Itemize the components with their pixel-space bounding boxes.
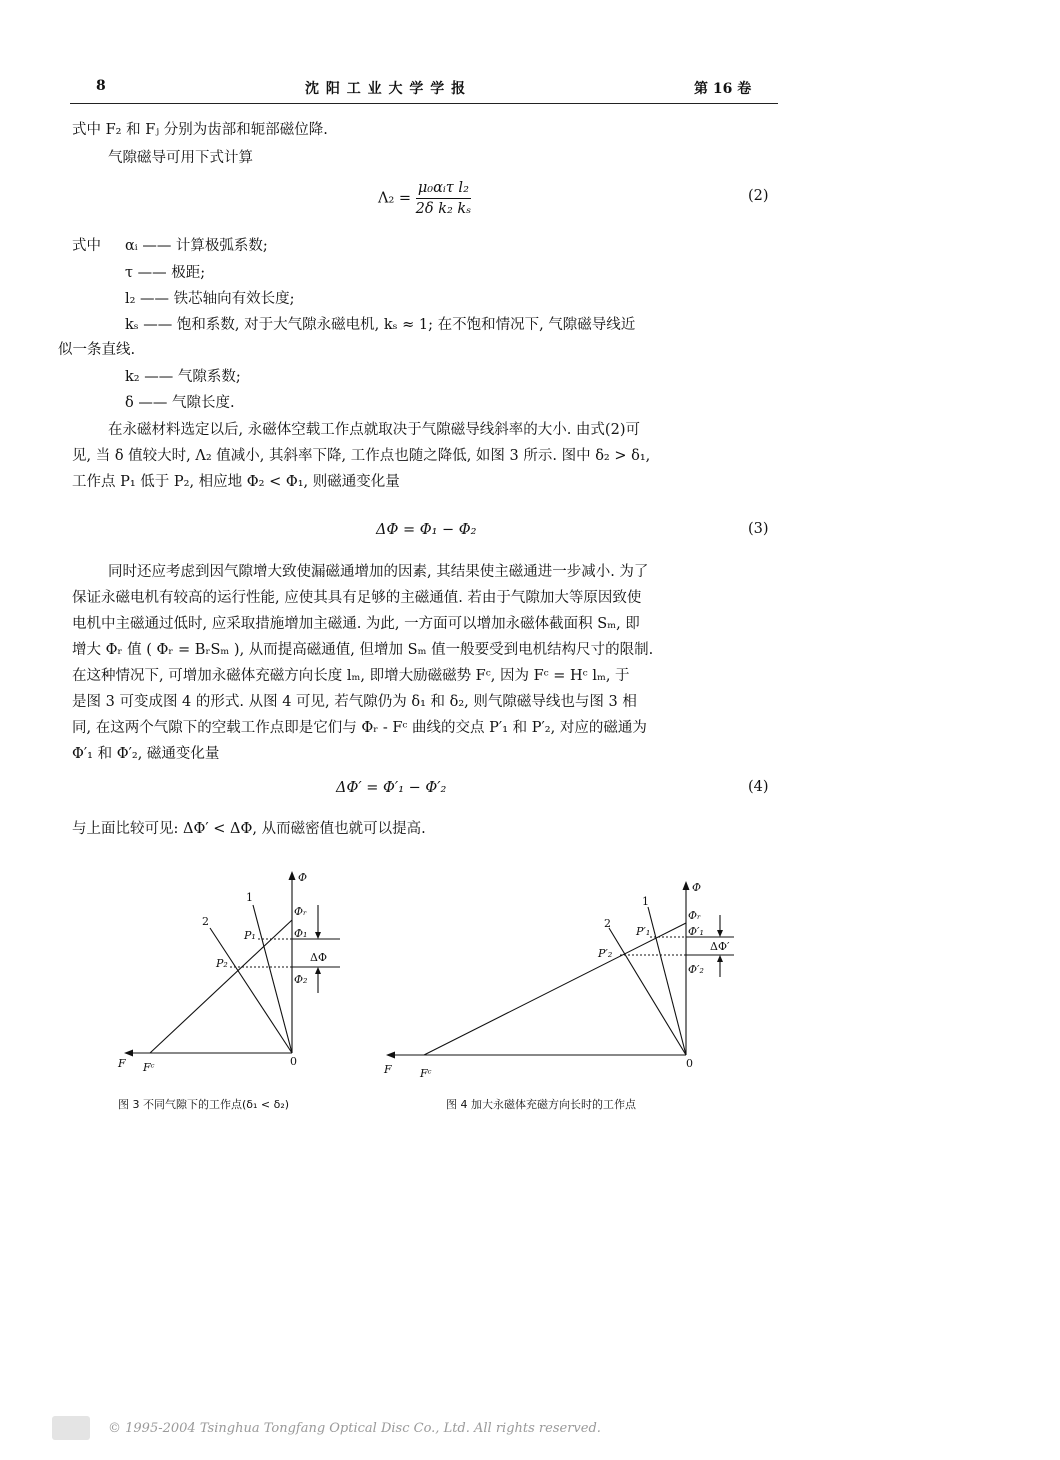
definition-delta: δ —— 气隙长度.: [125, 395, 235, 411]
delta-arrowhead-bottom: [717, 955, 723, 962]
equation-number: (3): [748, 521, 769, 537]
paragraph-line: Φ′₁ 和 Φ′₂, 磁通变化量: [72, 746, 220, 762]
equation-3: ΔΦ = Φ₁ − Φ₂: [376, 522, 477, 538]
equation-number: (2): [748, 188, 769, 204]
fc-label: Fᶜ: [143, 1061, 155, 1074]
eq2-denominator: 2δ k₂ kₛ: [415, 201, 472, 217]
paragraph-line: 同时还应考虑到因气隙增大致使漏磁通增加的因素, 其结果使主磁通进一步减小. 为了: [108, 564, 649, 580]
definition-kdelta: k₂ —— 气隙系数;: [125, 369, 241, 385]
definition-ks-cont: 似一条直线.: [58, 342, 136, 358]
f-axis-label: F: [384, 1063, 392, 1076]
paragraph-line: 工作点 P₁ 低于 P₂, 相应地 Φ₂ < Φ₁, 则磁通变化量: [72, 474, 400, 490]
publisher-logo: [52, 1416, 90, 1440]
paragraph-line: 电机中主磁通过低时, 应采取措施增加主磁通. 为此, 一方面可以增加永磁体截面积 Sₘ, 即: [72, 616, 640, 632]
delta-arrowhead-bottom: [315, 967, 321, 974]
eq2-fraction: [416, 178, 471, 219]
demagnetization-line: [424, 923, 686, 1055]
origin-label: 0: [686, 1057, 693, 1070]
delta-arrowhead-top: [315, 932, 321, 939]
figure-3-caption: 图 3 不同气隙下的工作点(δ₁ < δ₂): [118, 1098, 290, 1111]
phi-r-label: Φᵣ: [294, 905, 307, 918]
line-2-label: 2: [604, 917, 611, 930]
phi-axis-arrow: [683, 881, 690, 890]
copyright-footer: © 1995-2004 Tsinghua Tongfang Optical Disc Co., Ltd. All rights reserved.: [108, 1421, 601, 1436]
p2-label: P₂: [216, 957, 228, 970]
paragraph-line: 增大 Φᵣ 值 ( Φᵣ = BᵣSₘ ), 从而提高磁通值, 但增加 Sₘ 值一般要受到电机结构尺寸的限制.: [72, 642, 654, 658]
fc-label: Fᶜ: [420, 1067, 432, 1080]
paragraph-line: 在这种情况下, 可增加永磁体充磁方向长度 lₘ, 即增大励磁磁势 Fᶜ, 因为 Fᶜ = Hᶜ lₘ, 于: [72, 668, 630, 684]
phi-axis-label: Φ: [692, 881, 702, 894]
air-gap-line-2: [210, 928, 292, 1053]
journal-title: 沈 阳 工 业 大 学 学 报: [305, 81, 467, 97]
delta-arrowhead-top: [717, 930, 723, 937]
f-axis-arrow: [386, 1052, 395, 1059]
equation-4: ΔΦ′ = Φ′₁ − Φ′₂: [336, 780, 447, 796]
delta-phi-label: ΔΦ: [310, 951, 327, 964]
eq2-numerator: μ₀αᵢτ l₂: [416, 178, 471, 199]
phi1-label: Φ₁: [294, 927, 308, 940]
demagnetization-line: [150, 920, 292, 1053]
text-line: 式中 F₂ 和 Fⱼ 分别为齿部和轭部磁位降.: [72, 122, 328, 138]
delta-phi-label: ΔΦ′: [710, 940, 730, 953]
f-axis-label: F: [118, 1057, 126, 1070]
paragraph-line: 在永磁材料选定以后, 永磁体空载工作点就取决于气隙磁导线斜率的大小. 由式(2)可: [108, 422, 640, 438]
definition-tau: τ —— 极距;: [125, 265, 206, 281]
phi2-label: Φ′₂: [688, 963, 704, 976]
air-gap-line-1: [253, 905, 292, 1053]
volume-label: 第 16 卷: [694, 81, 752, 97]
air-gap-line-1: [648, 907, 686, 1055]
definition-l: l₂ —— 铁芯轴向有效长度;: [125, 291, 295, 307]
phi-axis-arrow: [289, 871, 296, 880]
line-1-label: 1: [246, 891, 253, 904]
text-line: 气隙磁导可用下式计算: [108, 150, 253, 166]
definitions-label: 式中: [72, 238, 101, 254]
paragraph-line: 是图 3 可变成图 4 的形式. 从图 4 可见, 若气隙仍为 δ₁ 和 δ₂, 则气隙磁导线也与图 3 相: [72, 694, 637, 710]
paragraph-line: 见, 当 δ 值较大时, Λ₂ 值减小, 其斜率下降, 工作点也随之降低, 如图 3 所示. 图中 δ₂ > δ₁,: [72, 448, 651, 464]
paragraph-line: 同, 在这两个气隙下的空载工作点即是它们与 Φᵣ - Fᶜ 曲线的交点 P′₁ 和 P′₂, 对应的磁通为: [72, 720, 647, 736]
header-rule: [70, 103, 778, 104]
eq2-lhs: Λ₂ =: [378, 190, 412, 207]
equation-number: (4): [748, 779, 769, 795]
page-number: 8: [96, 78, 106, 94]
p1-label: P₁: [244, 929, 256, 942]
origin-label: 0: [290, 1055, 297, 1068]
p2-label: P′₂: [598, 947, 613, 960]
equation-2: [378, 178, 471, 219]
paragraph-line: 与上面比较可见: ΔΦ′ < ΔΦ, 从而磁密值也就可以提高.: [72, 821, 426, 837]
phi2-label: Φ₂: [294, 973, 308, 986]
figure-4-caption: 图 4 加大永磁体充磁方向长时的工作点: [446, 1098, 636, 1111]
figure-4-diagram: [380, 875, 750, 1080]
figure-3-diagram: [110, 865, 370, 1080]
line-1-label: 1: [642, 895, 649, 908]
p1-label: P′₁: [636, 925, 651, 938]
definition-ks: kₛ —— 饱和系数, 对于大气隙永磁电机, kₛ ≈ 1; 在不饱和情况下, 气隙磁导线近: [125, 317, 636, 333]
definition-alpha: αᵢ —— 计算极弧系数;: [125, 238, 268, 254]
line-2-label: 2: [202, 915, 209, 928]
f-axis-arrow: [124, 1050, 133, 1057]
phi-axis-label: Φ: [298, 871, 308, 884]
air-gap-line-2: [609, 928, 686, 1055]
phi1-label: Φ′₁: [688, 925, 704, 938]
paragraph-line: 保证永磁电机有较高的运行性能, 应使其具有足够的主磁通值. 若由于气隙加大等原因致使: [72, 590, 642, 606]
phi-r-label: Φᵣ: [688, 909, 701, 922]
